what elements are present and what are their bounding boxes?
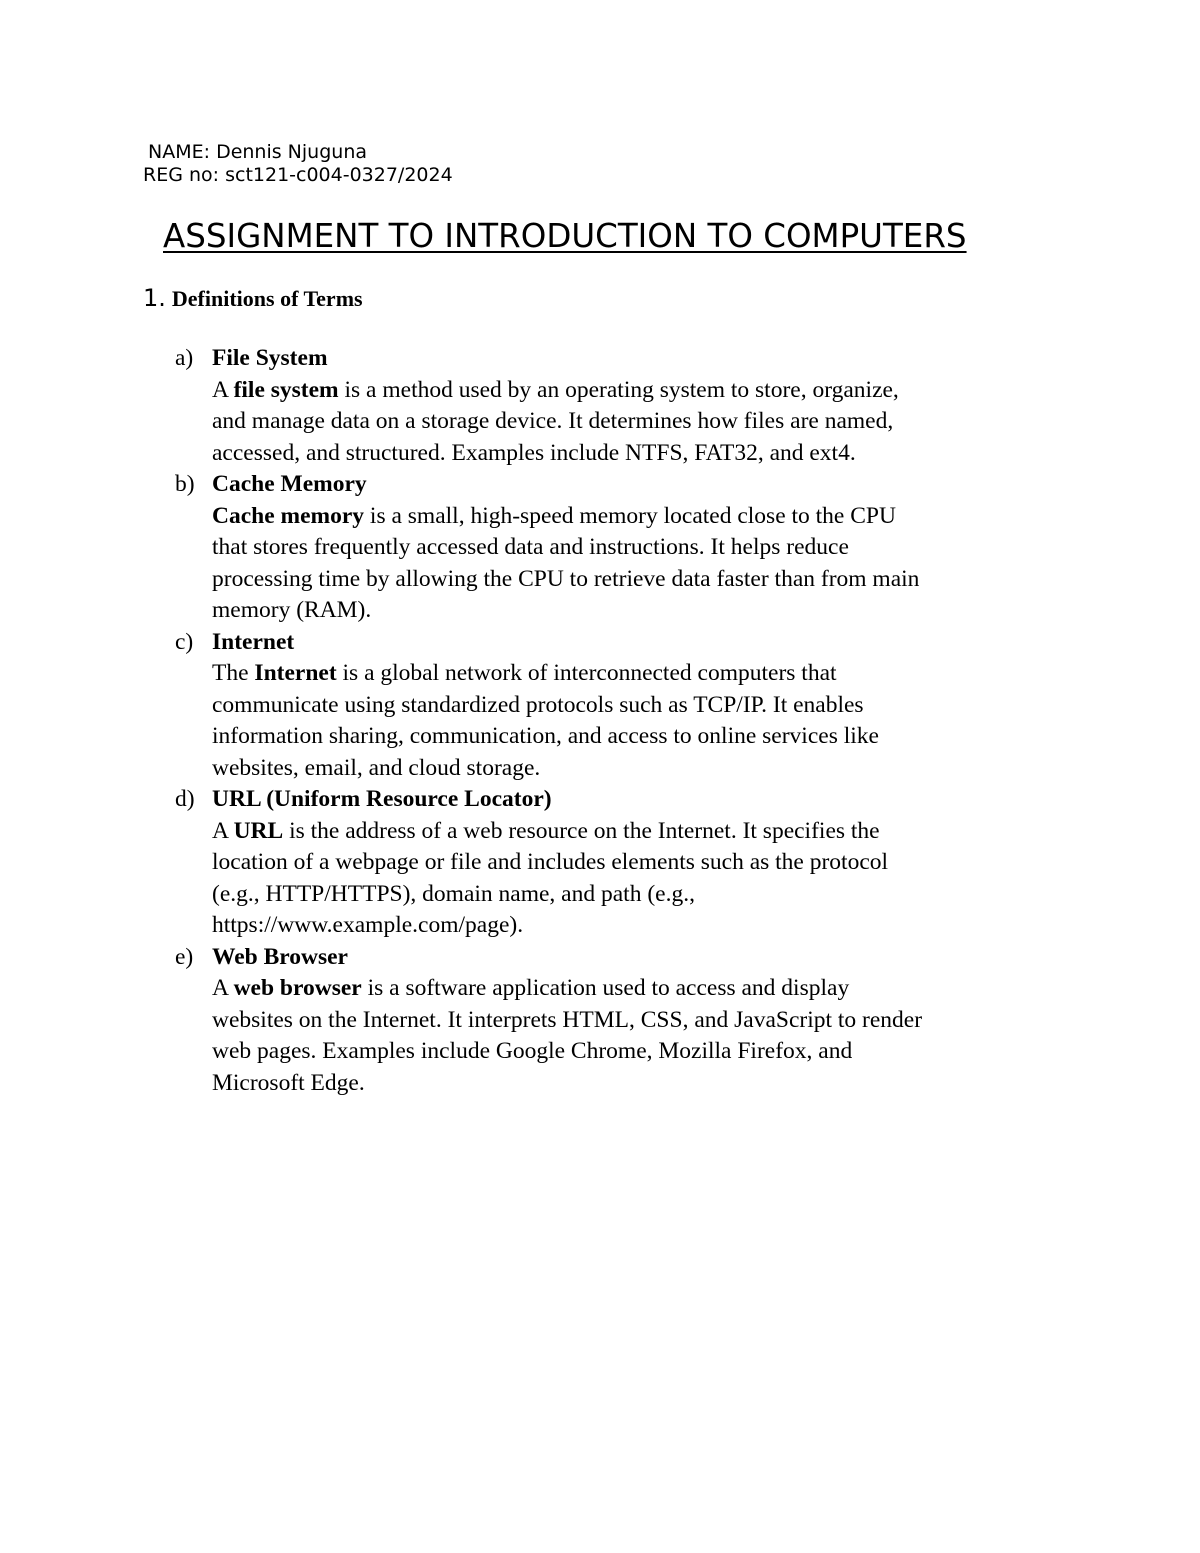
definition-text-line — [212, 438, 1200, 470]
definition-term: URL (Uniform Resource Locator) — [212, 786, 552, 812]
definition-text-line — [212, 721, 1200, 753]
definition-text-line — [212, 1005, 1200, 1037]
definition-text: web pages. Examples include Google Chrome, Mozilla Firefox, and — [212, 1038, 853, 1064]
definition-text: communicate using standardized protocols such as TCP/IP. It enables — [212, 691, 864, 718]
definition-text-line — [212, 1036, 1200, 1068]
definition-text-line — [212, 690, 1200, 722]
definition-term: Internet — [212, 628, 295, 655]
definition-text: Microsoft Edge. — [212, 1069, 365, 1096]
definition-text: is a software application used to access and display — [361, 975, 850, 1001]
definition-text-line — [212, 910, 1200, 942]
definitions-list — [0, 343, 1200, 1099]
section-title: Definitions of Terms — [171, 286, 363, 311]
definition-text-line — [212, 375, 1200, 407]
section-heading — [143, 284, 363, 312]
definition-term: Web Browser — [212, 943, 348, 970]
definition-text: processing time by allowing the CPU to retrieve data faster than from main — [212, 565, 920, 592]
definition-text-line — [212, 658, 1200, 690]
reg-label: REG no: — [143, 164, 220, 186]
definition-keyword: web browser — [233, 975, 362, 1001]
definition-item — [0, 469, 1200, 627]
section-number: 1. — [143, 284, 166, 312]
definition-text: websites, email, and cloud storage. — [212, 754, 541, 781]
student-name-line — [148, 141, 367, 163]
definition-text: is a method used by an operating system to store, organize, — [338, 376, 899, 403]
definition-text: https://www.example.com/page). — [212, 912, 524, 938]
definition-letter: b) — [175, 471, 195, 497]
definition-keyword: Internet — [254, 660, 337, 686]
definition-text: that stores frequently accessed data and instructions. It helps reduce — [212, 534, 849, 560]
definition-term: File System — [212, 345, 328, 371]
definition-text: is the address of a web resource on the Internet. It specifies the — [283, 817, 880, 844]
definition-text-line — [212, 879, 1200, 911]
definition-text: is a global network of interconnected computers that — [336, 660, 837, 686]
definition-text: is a small, high-speed memory located close to the CPU — [364, 502, 896, 529]
definition-keyword: file system — [233, 376, 339, 403]
definition-text: and manage data on a storage device. It determines how files are named, — [212, 408, 894, 434]
definition-text-line — [212, 501, 1200, 533]
definition-letter: a) — [175, 345, 194, 371]
definition-text-line — [212, 973, 1200, 1005]
definition-keyword: URL — [233, 817, 284, 844]
definition-text: The — [212, 660, 255, 686]
definition-text-line — [212, 753, 1200, 785]
definition-text: websites on the Internet. It interprets HTML, CSS, and JavaScript to render — [212, 1006, 923, 1033]
registration-number: sct121-c004-0327/2024 — [225, 164, 453, 186]
definition-text: (e.g., HTTP/HTTPS), domain name, and path (e.g., — [212, 880, 695, 907]
definition-text: information sharing, communication, and access to online services like — [212, 723, 879, 749]
student-name: Dennis Njuguna — [216, 141, 368, 163]
definition-text-line — [212, 1068, 1200, 1100]
definition-item — [0, 627, 1200, 785]
definition-text-line — [212, 595, 1200, 627]
definition-text-line — [212, 847, 1200, 879]
definition-letter: d) — [175, 786, 195, 812]
definition-text: memory (RAM). — [212, 597, 372, 623]
definition-term: Cache Memory — [212, 471, 367, 497]
definition-letter: e) — [175, 943, 194, 970]
definition-text: accessed, and structured. Examples include NTFS, FAT32, and ext4. — [212, 439, 856, 466]
definition-item — [0, 784, 1200, 942]
definition-text: A — [212, 376, 234, 403]
definition-text: location of a webpage or file and includes elements such as the protocol — [212, 849, 889, 875]
definition-item — [0, 942, 1200, 1100]
name-label: NAME: — [148, 141, 211, 163]
definition-text-line — [212, 532, 1200, 564]
definition-text: A — [212, 975, 234, 1001]
definition-text-line — [212, 816, 1200, 848]
definition-item — [0, 343, 1200, 469]
definition-text: A — [212, 817, 234, 844]
definition-keyword: Cache memory — [212, 502, 365, 529]
definition-letter: c) — [175, 628, 194, 655]
definition-text-line — [212, 564, 1200, 596]
document-title: ASSIGNMENT TO INTRODUCTION TO COMPUTERS — [163, 217, 967, 255]
registration-line — [143, 164, 453, 186]
definition-text-line — [212, 406, 1200, 438]
